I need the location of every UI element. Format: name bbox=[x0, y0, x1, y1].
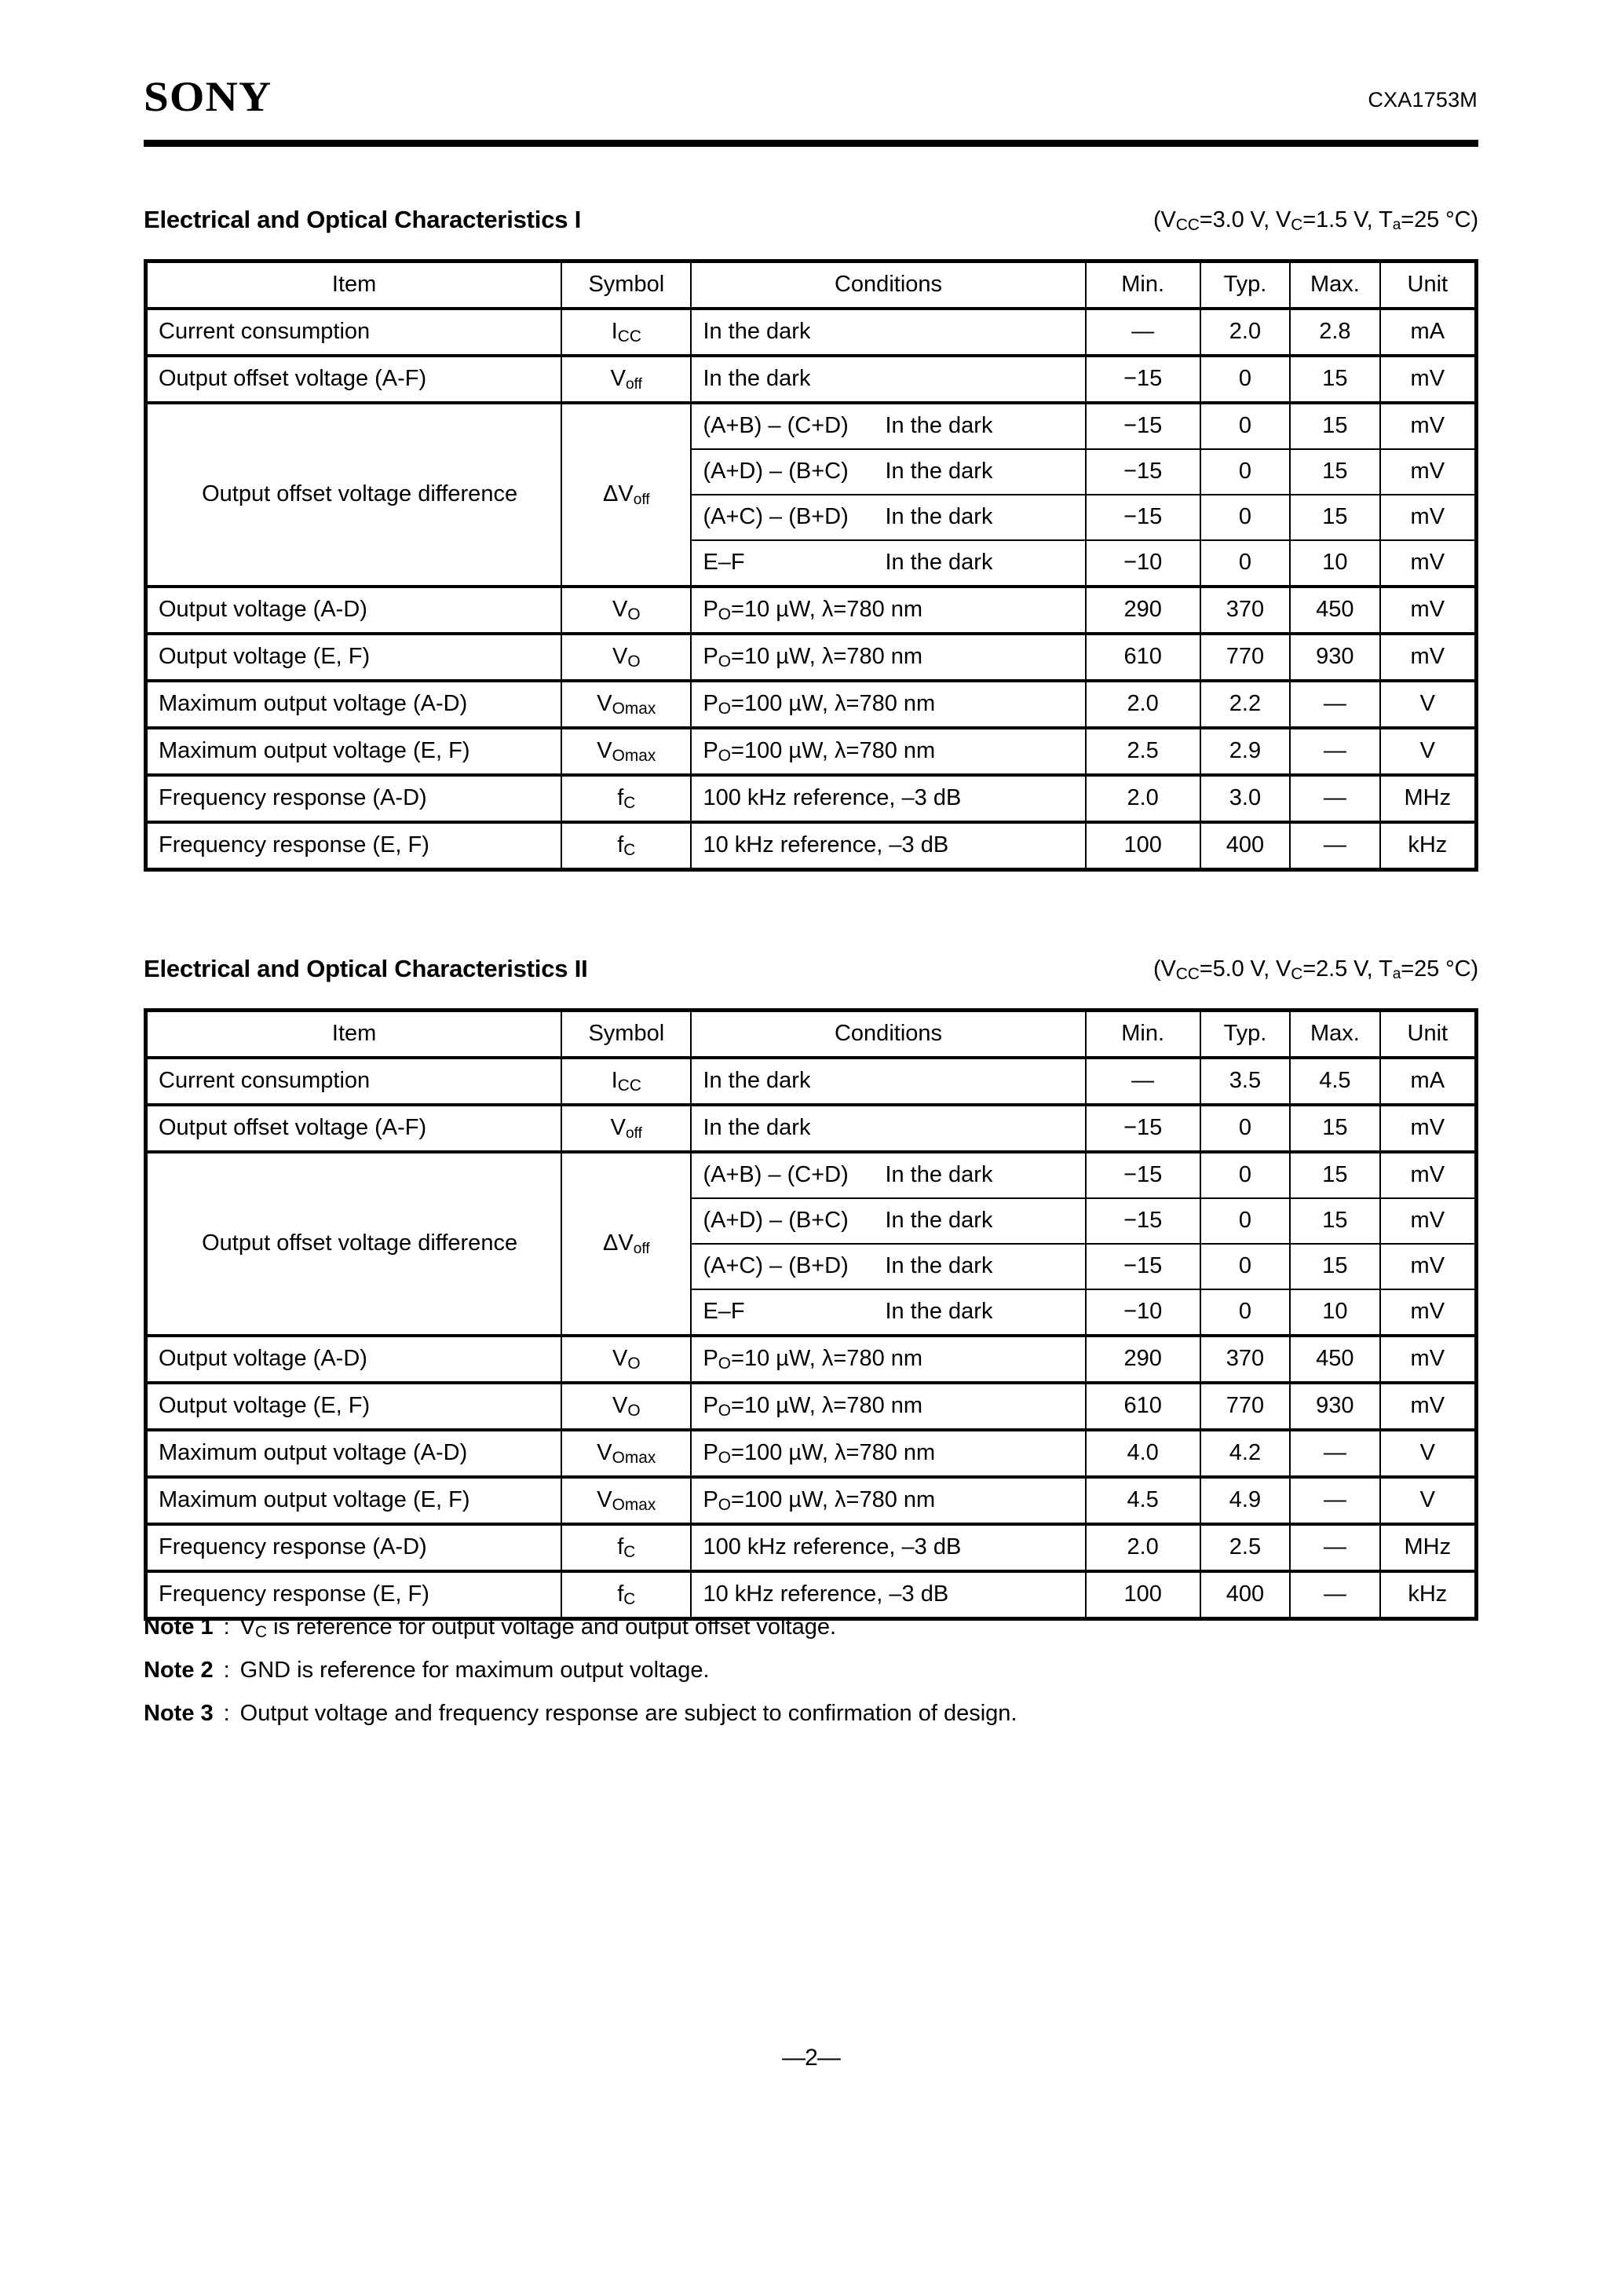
cell-max: 930 bbox=[1290, 1383, 1379, 1430]
cell-conditions: 10 kHz reference, –3 dB bbox=[691, 1571, 1085, 1619]
table-row bbox=[146, 775, 1477, 822]
cell-item: Output offset voltage (A-F) bbox=[146, 356, 562, 403]
table-row bbox=[146, 1477, 1477, 1524]
section-characteristics-1 bbox=[144, 206, 1478, 872]
cell-unit: mV bbox=[1380, 1198, 1477, 1244]
table-header-row bbox=[146, 1011, 1477, 1058]
cell-symbol: $V_O$ bbox=[561, 1383, 691, 1430]
table-row bbox=[146, 587, 1477, 634]
cell-typ: 0 bbox=[1200, 1244, 1290, 1289]
cell-unit: V bbox=[1380, 728, 1477, 775]
cell-min: 100 bbox=[1086, 1571, 1200, 1619]
table-row bbox=[146, 1571, 1477, 1619]
cell-min: 290 bbox=[1086, 1336, 1200, 1383]
col-header-item: Item bbox=[146, 1011, 562, 1058]
cell-min: −15 bbox=[1086, 449, 1200, 495]
col-header-symbol: Symbol bbox=[561, 1011, 691, 1058]
cell-symbol: $V_O$ bbox=[561, 634, 691, 681]
col-header-typ: Typ. bbox=[1200, 1011, 1290, 1058]
cell-min: −15 bbox=[1086, 1105, 1200, 1152]
sony-logo: SONY bbox=[144, 73, 272, 120]
cell-unit: V bbox=[1380, 681, 1477, 728]
cell-conditions: $P_O=100$ µW, λ=780 nm bbox=[691, 728, 1085, 775]
cell-max: 15 bbox=[1290, 495, 1379, 540]
cell-max: 15 bbox=[1290, 1198, 1379, 1244]
cell-item: Maximum output voltage (E, F) bbox=[146, 1477, 562, 1524]
notes-block bbox=[144, 1614, 1478, 1744]
cell-item: Frequency response (E, F) bbox=[146, 1571, 562, 1619]
cell-conditions: In the dark bbox=[691, 309, 1085, 356]
cell-min: −10 bbox=[1086, 540, 1200, 587]
cell-max: 930 bbox=[1290, 634, 1379, 681]
cell-symbol: $V_{Omax}$ bbox=[561, 728, 691, 775]
cell-typ: 0 bbox=[1200, 540, 1290, 587]
cell-symbol: $\Delta V_{off}$ bbox=[561, 1152, 691, 1336]
cell-typ: 0 bbox=[1200, 495, 1290, 540]
cell-conditions: $P_O=100$ µW, λ=780 nm bbox=[691, 681, 1085, 728]
cell-unit: V bbox=[1380, 1430, 1477, 1477]
col-header-unit: Unit bbox=[1380, 1011, 1477, 1058]
cell-symbol: $f_C$ bbox=[561, 1524, 691, 1571]
cell-max: — bbox=[1290, 681, 1379, 728]
cell-unit: mV bbox=[1380, 449, 1477, 495]
col-header-max: Max. bbox=[1290, 261, 1379, 309]
col-header-unit: Unit bbox=[1380, 261, 1477, 309]
cell-typ: 0 bbox=[1200, 356, 1290, 403]
cell-min: 290 bbox=[1086, 587, 1200, 634]
cell-min: 610 bbox=[1086, 634, 1200, 681]
section-1-header bbox=[144, 206, 1478, 247]
cell-symbol: $V_{Omax}$ bbox=[561, 681, 691, 728]
cell-conditions: 100 kHz reference, –3 dB bbox=[691, 775, 1085, 822]
cell-typ: 2.5 bbox=[1200, 1524, 1290, 1571]
cell-max: — bbox=[1290, 822, 1379, 870]
cell-conditions: E–F In the dark bbox=[691, 540, 1085, 587]
cell-unit: mV bbox=[1380, 403, 1477, 449]
cell-item: Output offset voltage difference bbox=[146, 1152, 562, 1336]
table-row bbox=[146, 1336, 1477, 1383]
cell-symbol: $f_C$ bbox=[561, 1571, 691, 1619]
cell-item: Maximum output voltage (A-D) bbox=[146, 681, 562, 728]
note-label: Note 1 bbox=[144, 1614, 214, 1640]
cell-typ: 0 bbox=[1200, 1289, 1290, 1336]
spec-table-1 bbox=[144, 259, 1478, 872]
cell-item: Frequency response (E, F) bbox=[146, 822, 562, 870]
cell-max: — bbox=[1290, 728, 1379, 775]
cell-min: 2.5 bbox=[1086, 728, 1200, 775]
cell-min: −15 bbox=[1086, 495, 1200, 540]
cell-typ: 0 bbox=[1200, 1105, 1290, 1152]
cell-item: Maximum output voltage (A-D) bbox=[146, 1430, 562, 1477]
cell-item: Maximum output voltage (E, F) bbox=[146, 728, 562, 775]
note-colon: : bbox=[223, 1658, 230, 1683]
table-row bbox=[146, 309, 1477, 356]
note-colon: : bbox=[223, 1614, 230, 1640]
spec-table-2 bbox=[144, 1008, 1478, 1621]
cell-conditions: (A+B) – (C+D) In the dark bbox=[691, 1152, 1085, 1198]
note-item bbox=[144, 1658, 1478, 1684]
cell-symbol: $V_{off}$ bbox=[561, 1105, 691, 1152]
section-1-title: Electrical and Optical Characteristics I bbox=[144, 206, 582, 233]
cell-typ: 2.0 bbox=[1200, 309, 1290, 356]
cell-item: Frequency response (A-D) bbox=[146, 775, 562, 822]
cell-max: — bbox=[1290, 1430, 1379, 1477]
cell-min: 610 bbox=[1086, 1383, 1200, 1430]
table-row bbox=[146, 1105, 1477, 1152]
table-header-row bbox=[146, 261, 1477, 309]
page-header bbox=[144, 75, 1478, 148]
cell-conditions: $P_O=100$ µW, λ=780 nm bbox=[691, 1477, 1085, 1524]
cell-unit: mA bbox=[1380, 1058, 1477, 1105]
page-number: —2— bbox=[782, 2045, 840, 2071]
cell-min: — bbox=[1086, 1058, 1200, 1105]
cell-item: Current consumption bbox=[146, 309, 562, 356]
cell-symbol: $V_O$ bbox=[561, 587, 691, 634]
table-row bbox=[146, 728, 1477, 775]
header-divider bbox=[144, 140, 1478, 147]
table-row bbox=[146, 1524, 1477, 1571]
page-footer bbox=[0, 2045, 1622, 2071]
cell-max: 450 bbox=[1290, 587, 1379, 634]
note-colon: : bbox=[223, 1701, 230, 1726]
cell-item: Output voltage (E, F) bbox=[146, 634, 562, 681]
cell-typ: 3.5 bbox=[1200, 1058, 1290, 1105]
cell-max: 15 bbox=[1290, 1244, 1379, 1289]
note-text: Output voltage and frequency response are subject to confirmation of design. bbox=[239, 1701, 1017, 1726]
cell-max: 15 bbox=[1290, 356, 1379, 403]
cell-conditions: In the dark bbox=[691, 356, 1085, 403]
table-row bbox=[146, 403, 1477, 449]
cell-symbol: $V_{off}$ bbox=[561, 356, 691, 403]
note-item bbox=[144, 1614, 1478, 1640]
cell-unit: mV bbox=[1380, 1244, 1477, 1289]
cell-max: — bbox=[1290, 775, 1379, 822]
cell-typ: 0 bbox=[1200, 403, 1290, 449]
cell-unit: mV bbox=[1380, 1152, 1477, 1198]
cell-typ: 0 bbox=[1200, 449, 1290, 495]
cell-typ: 400 bbox=[1200, 1571, 1290, 1619]
cell-min: −10 bbox=[1086, 1289, 1200, 1336]
cell-conditions: $P_O=10$ µW, λ=780 nm bbox=[691, 634, 1085, 681]
cell-conditions: In the dark bbox=[691, 1058, 1085, 1105]
cell-item: Output voltage (A-D) bbox=[146, 1336, 562, 1383]
cell-max: 15 bbox=[1290, 403, 1379, 449]
cell-symbol: $\Delta V_{off}$ bbox=[561, 403, 691, 587]
cell-typ: 2.2 bbox=[1200, 681, 1290, 728]
part-number: CXA1753M bbox=[1368, 88, 1478, 112]
cell-conditions: (A+B) – (C+D) In the dark bbox=[691, 403, 1085, 449]
cell-min: −15 bbox=[1086, 356, 1200, 403]
cell-conditions: (A+C) – (B+D) In the dark bbox=[691, 495, 1085, 540]
cell-unit: mV bbox=[1380, 1105, 1477, 1152]
cell-unit: mV bbox=[1380, 1336, 1477, 1383]
cell-typ: 0 bbox=[1200, 1152, 1290, 1198]
cell-unit: kHz bbox=[1380, 822, 1477, 870]
cell-symbol: $V_{Omax}$ bbox=[561, 1477, 691, 1524]
cell-max: 10 bbox=[1290, 540, 1379, 587]
cell-symbol: $f_C$ bbox=[561, 775, 691, 822]
cell-unit: mA bbox=[1380, 309, 1477, 356]
section-2-header bbox=[144, 955, 1478, 996]
cell-max: — bbox=[1290, 1477, 1379, 1524]
cell-item: Output voltage (E, F) bbox=[146, 1383, 562, 1430]
cell-item: Output voltage (A-D) bbox=[146, 587, 562, 634]
cell-conditions: $P_O=10$ µW, λ=780 nm bbox=[691, 1336, 1085, 1383]
cell-typ: 770 bbox=[1200, 1383, 1290, 1430]
section-characteristics-2 bbox=[144, 955, 1478, 1621]
cell-min: −15 bbox=[1086, 1198, 1200, 1244]
table-row bbox=[146, 681, 1477, 728]
col-header-conditions: Conditions bbox=[691, 261, 1085, 309]
cell-max: — bbox=[1290, 1524, 1379, 1571]
cell-item: Frequency response (A-D) bbox=[146, 1524, 562, 1571]
cell-max: 15 bbox=[1290, 449, 1379, 495]
cell-typ: 2.9 bbox=[1200, 728, 1290, 775]
cell-max: 2.8 bbox=[1290, 309, 1379, 356]
cell-symbol: $f_C$ bbox=[561, 822, 691, 870]
cell-max: 450 bbox=[1290, 1336, 1379, 1383]
cell-unit: MHz bbox=[1380, 1524, 1477, 1571]
cell-conditions: 10 kHz reference, –3 dB bbox=[691, 822, 1085, 870]
cell-min: 2.0 bbox=[1086, 681, 1200, 728]
cell-max: 10 bbox=[1290, 1289, 1379, 1336]
cell-unit: mV bbox=[1380, 587, 1477, 634]
note-label: Note 3 bbox=[144, 1701, 214, 1726]
table-row bbox=[146, 1430, 1477, 1477]
section-2-test-conditions: ($V_{CC}=5.0$ V, $V_C=2.5$ V, $T_a=25$ °C) bbox=[1153, 956, 1478, 983]
cell-min: −15 bbox=[1086, 403, 1200, 449]
table-row bbox=[146, 1152, 1477, 1198]
cell-unit: mV bbox=[1380, 540, 1477, 587]
cell-min: −15 bbox=[1086, 1152, 1200, 1198]
cell-symbol: $I_{CC}$ bbox=[561, 309, 691, 356]
cell-item: Current consumption bbox=[146, 1058, 562, 1105]
cell-conditions: $P_O=100$ µW, λ=780 nm bbox=[691, 1430, 1085, 1477]
cell-conditions: $P_O=10$ µW, λ=780 nm bbox=[691, 587, 1085, 634]
cell-unit: MHz bbox=[1380, 775, 1477, 822]
cell-typ: 4.2 bbox=[1200, 1430, 1290, 1477]
cell-min: — bbox=[1086, 309, 1200, 356]
cell-typ: 4.9 bbox=[1200, 1477, 1290, 1524]
cell-conditions: (A+C) – (B+D) In the dark bbox=[691, 1244, 1085, 1289]
cell-item: Output offset voltage difference bbox=[146, 403, 562, 587]
cell-unit: V bbox=[1380, 1477, 1477, 1524]
cell-min: 2.0 bbox=[1086, 775, 1200, 822]
cell-max: 15 bbox=[1290, 1105, 1379, 1152]
cell-min: 2.0 bbox=[1086, 1524, 1200, 1571]
cell-unit: mV bbox=[1380, 356, 1477, 403]
col-header-min: Min. bbox=[1086, 261, 1200, 309]
cell-max: — bbox=[1290, 1571, 1379, 1619]
table-row bbox=[146, 356, 1477, 403]
cell-conditions: $P_O=10$ µW, λ=780 nm bbox=[691, 1383, 1085, 1430]
cell-typ: 770 bbox=[1200, 634, 1290, 681]
cell-symbol: $V_O$ bbox=[561, 1336, 691, 1383]
cell-min: 4.0 bbox=[1086, 1430, 1200, 1477]
note-label: Note 2 bbox=[144, 1658, 214, 1683]
cell-conditions: (A+D) – (B+C) In the dark bbox=[691, 449, 1085, 495]
cell-symbol: $I_{CC}$ bbox=[561, 1058, 691, 1105]
col-header-typ: Typ. bbox=[1200, 261, 1290, 309]
cell-conditions: E–F In the dark bbox=[691, 1289, 1085, 1336]
col-header-item: Item bbox=[146, 261, 562, 309]
cell-typ: 370 bbox=[1200, 1336, 1290, 1383]
cell-unit: mV bbox=[1380, 1383, 1477, 1430]
table-row bbox=[146, 1383, 1477, 1430]
cell-item: Output offset voltage (A-F) bbox=[146, 1105, 562, 1152]
cell-symbol: $V_{Omax}$ bbox=[561, 1430, 691, 1477]
cell-conditions: (A+D) – (B+C) In the dark bbox=[691, 1198, 1085, 1244]
cell-unit: mV bbox=[1380, 495, 1477, 540]
cell-typ: 370 bbox=[1200, 587, 1290, 634]
section-2-title: Electrical and Optical Characteristics II bbox=[144, 955, 588, 982]
note-item bbox=[144, 1701, 1478, 1727]
table-row bbox=[146, 1058, 1477, 1105]
cell-min: 100 bbox=[1086, 822, 1200, 870]
cell-min: −15 bbox=[1086, 1244, 1200, 1289]
col-header-conditions: Conditions bbox=[691, 1011, 1085, 1058]
section-1-test-conditions: ($V_{CC}=3.0$ V, $V_C=1.5$ V, $T_a=25$ °C) bbox=[1153, 207, 1478, 234]
cell-typ: 3.0 bbox=[1200, 775, 1290, 822]
note-text: GND is reference for maximum output voltage. bbox=[239, 1658, 710, 1683]
cell-max: 4.5 bbox=[1290, 1058, 1379, 1105]
table-row bbox=[146, 822, 1477, 870]
cell-conditions: In the dark bbox=[691, 1105, 1085, 1152]
col-header-symbol: Symbol bbox=[561, 261, 691, 309]
cell-unit: kHz bbox=[1380, 1571, 1477, 1619]
col-header-min: Min. bbox=[1086, 1011, 1200, 1058]
cell-typ: 0 bbox=[1200, 1198, 1290, 1244]
cell-max: 15 bbox=[1290, 1152, 1379, 1198]
cell-unit: mV bbox=[1380, 634, 1477, 681]
cell-conditions: 100 kHz reference, –3 dB bbox=[691, 1524, 1085, 1571]
col-header-max: Max. bbox=[1290, 1011, 1379, 1058]
cell-typ: 400 bbox=[1200, 822, 1290, 870]
cell-unit: mV bbox=[1380, 1289, 1477, 1336]
note-text: $V_C$ is reference for output voltage and output offset voltage. bbox=[239, 1614, 837, 1641]
table-row bbox=[146, 634, 1477, 681]
cell-min: 4.5 bbox=[1086, 1477, 1200, 1524]
